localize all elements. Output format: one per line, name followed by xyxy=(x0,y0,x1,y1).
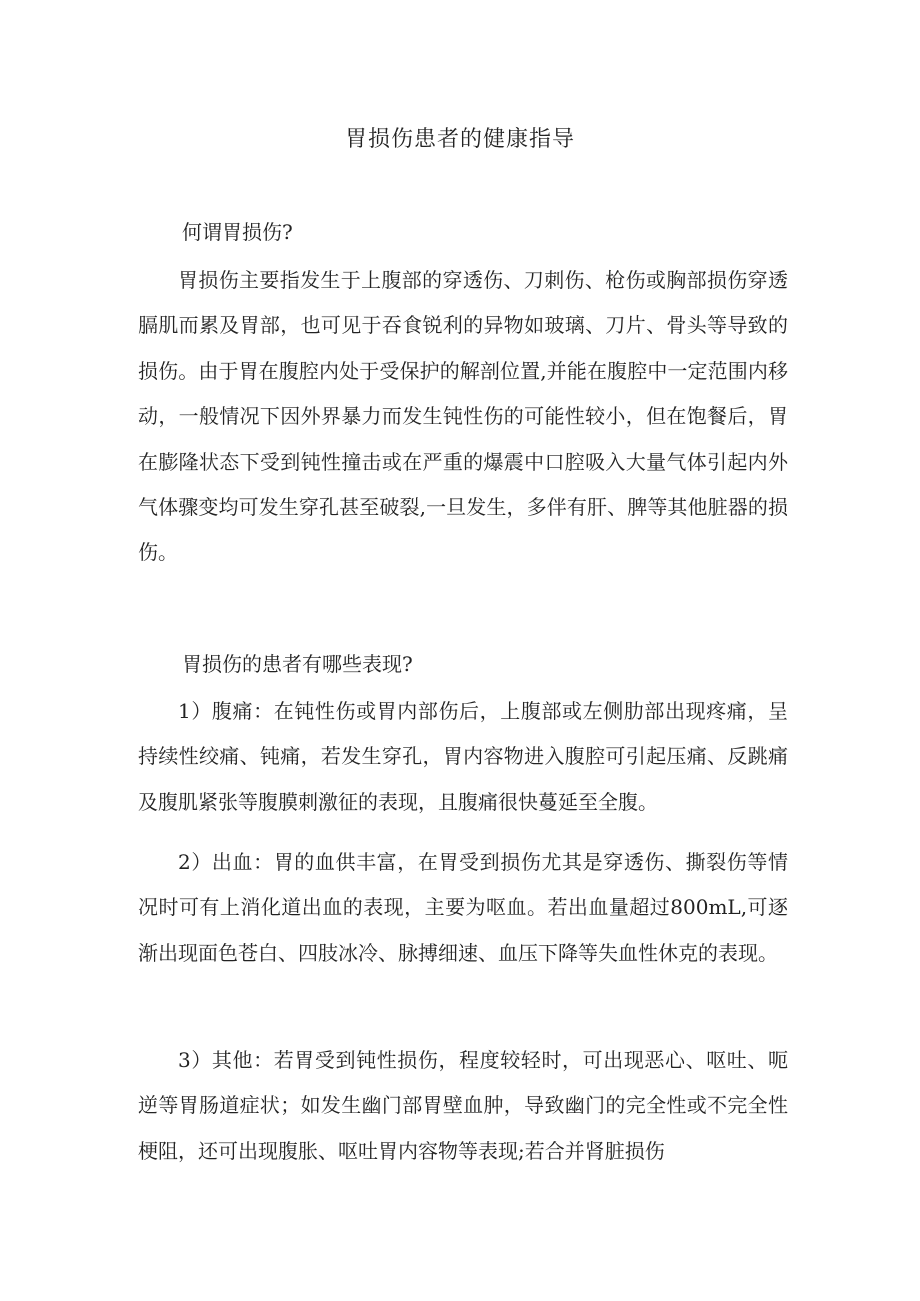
list-item-other: 3）其他：若胃受到钝性损伤，程度较轻时，可出现恶心、呕吐、呃逆等胃肠道症状；如发生幽门部胃壁血肿，导致幽门的完全性或不完全性梗阻，还可出现腹胀、呕吐胃内容物等表现;若合并肾脏损伤 xyxy=(138,1048,788,1163)
list-item-bleeding: 2）出血：胃的血供丰富，在胃受到损伤尤其是穿透伤、撕裂伤等情况时可有上消化道出血的表现，主要为呕血。若出血量超过800mL,可逐渐出现面色苍白、四肢冰冷、脉搏细速、血压下降等失血性休克的表现。 xyxy=(138,850,788,965)
section-heading-symptoms: 胃损伤的患者有哪些表现? xyxy=(182,652,413,676)
document-title: 胃损伤患者的健康指导 xyxy=(344,127,575,152)
section-heading-what-is: 何谓胃损伤? xyxy=(182,220,293,244)
list-item-abdominal-pain: 1）腹痛：在钝性伤或胃内部伤后，上腹部或左侧肋部出现疼痛，呈持续性绞痛、钝痛，若发生穿孔，胃内容物进入腹腔可引起压痛、反跳痛及腹肌紧张等腹膜刺激征的表现，且腹痛很快蔓延至全腹。 xyxy=(138,699,788,814)
paragraph-definition: 胃损伤主要指发生于上腹部的穿透伤、刀刺伤、枪伤或胸部损伤穿透膈肌而累及胃部，也可见于吞食锐利的异物如玻璃、刀片、骨头等导致的损伤。由于胃在腹腔内处于受保护的解剖位置,并能在腹腔中一定范围内移动，一般情况下因外界暴力而发生钝性伤的可能性较小，但在饱餐后，胃在膨隆状态下受到钝性撞击或在严重的爆震中口腔吸入大量气体引起内外气体骤变均可发生穿孔甚至破裂,一旦发生，多伴有肝、脾等其他脏器的损伤。 xyxy=(138,268,788,565)
